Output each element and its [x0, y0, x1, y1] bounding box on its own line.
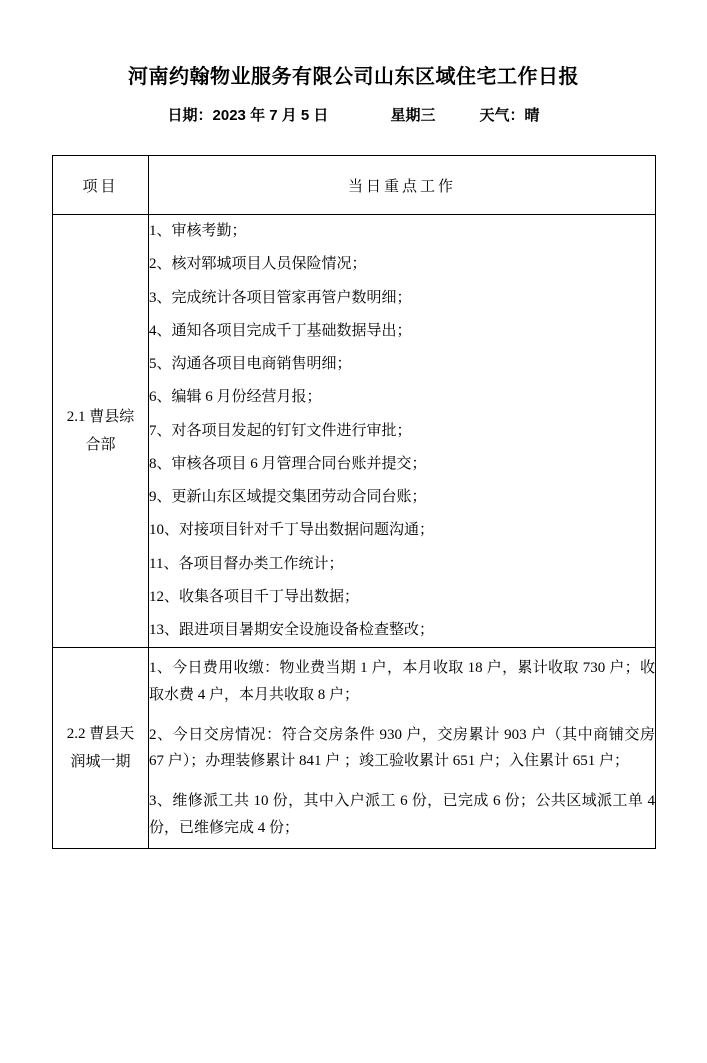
row-content-department-1: [149, 215, 656, 648]
task-item: 13、跟进项目暑期安全设施设备检查整改；: [149, 622, 435, 638]
row-item-department-2: [53, 648, 149, 849]
task-item: 4、通知各项目完成千丁基础数据导出；: [149, 322, 412, 339]
document-meta: [52, 104, 655, 125]
table-row: [53, 215, 656, 648]
report-date: 日期：2023 年 7 月 5 日: [167, 107, 329, 124]
header-label-item: 项目: [82, 178, 119, 195]
header-cell-item: [53, 156, 149, 215]
row-item-department-1: [53, 215, 149, 648]
page-title: 河南约翰物业服务有限公司山东区域住宅工作日报: [128, 66, 579, 88]
task-item: 10、对接项目针对千丁导出数据问题沟通；: [149, 522, 435, 539]
task-item: 6、编辑 6 月份经营月报；: [149, 389, 322, 406]
task-item: 2、核对郓城项目人员保险情况；: [149, 256, 367, 273]
task-item: 11、各项目督办类工作统计；: [149, 555, 344, 572]
task-item: 3、完成统计各项目管家再管户数明细；: [149, 289, 412, 306]
task-item: 2、今日交房情况：符合交房条件 930 户，交房累计 903 户（其中商铺交房 67 户）；办理装修累计 841 户 ；竣工验收累计 651 户；入住累计 651 户；: [149, 726, 655, 769]
task-item: 9、更新山东区域提交集团劳动合同台账；: [149, 489, 427, 505]
item-label-line: 2.2 曹县天: [66, 725, 135, 742]
task-item: 1、审核考勤；: [149, 223, 247, 239]
task-item: 12、收集各项目千丁导出数据；: [149, 588, 360, 605]
table-row: [53, 648, 656, 849]
report-weather: 天气：晴: [479, 107, 540, 124]
item-label-line: 润城一期: [70, 754, 131, 770]
document-page: [0, 64, 707, 1063]
header-label-content: 当日重点工作: [347, 178, 456, 195]
task-item: 5、沟通各项目电商销售明细；: [149, 356, 352, 372]
item-label-line: 2.1 曹县综: [66, 408, 135, 425]
item-label-line: 合部: [85, 437, 116, 454]
task-item: 1、今日费用收缴：物业费当期 1 户，本月收取 18 户，累计收取 730 户；收取水费 4 户，本月共收取 8 户；: [149, 660, 655, 703]
table-header-row: [53, 156, 656, 215]
task-item: 3、维修派工共 10 份，其中入户派工 6 份，已完成 6 份；公共区域派工单 4 份，已维修完成 4 份；: [149, 793, 655, 836]
header-cell-content: [149, 156, 656, 215]
task-item: 7、对各项目发起的钉钉文件进行审批；: [149, 422, 412, 439]
task-item: 8、审核各项目 6 月管理合同台账并提交；: [149, 455, 427, 472]
report-weekday: 星期三: [390, 107, 436, 124]
row-content-department-2: [149, 648, 656, 849]
daily-report-table: [52, 155, 656, 849]
